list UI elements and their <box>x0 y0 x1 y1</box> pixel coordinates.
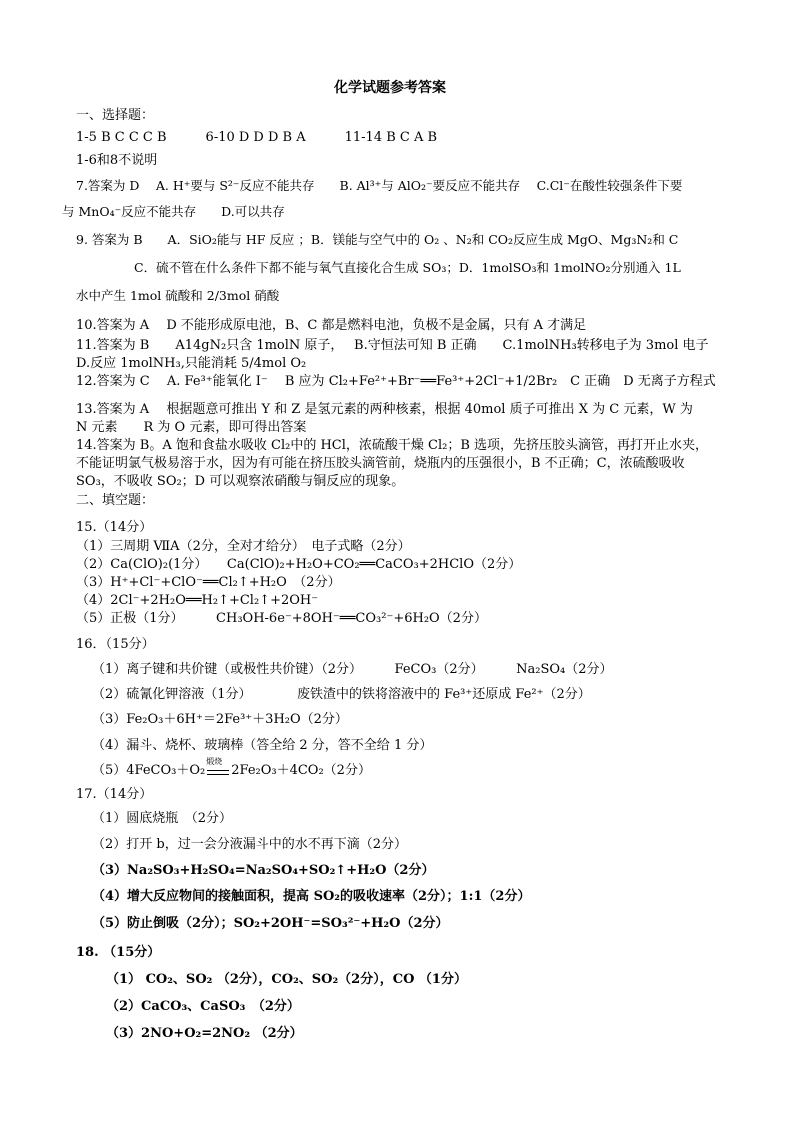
q15-heading: 15.（14分） <box>76 520 153 535</box>
q17-line-4: （4）增大反应物间的接触面积，提高 SO₂的吸收速率（2分）；1:1（2分） <box>92 889 531 904</box>
reaction-condition <box>205 757 231 780</box>
q18-heading: 18. （15分） <box>76 945 161 960</box>
reaction-condition-label: 煅烧 <box>206 757 223 766</box>
q11-line-2: D.反应 1molNH₃,只能消耗 5/4mol O₂ <box>76 356 307 371</box>
q11-line-1: 11.答案为 B A14gN₂只含 1molN 原子， B.守恒法可知 B 正确 C.1molNH₃转移电子为 3mol 电子 <box>76 338 709 353</box>
q16-line-3: （3）Fe₂O₃＋6H⁺＝2Fe³⁺＋3H₂O（2分） <box>92 712 348 727</box>
q9-line-3: 水中产生 1mol 硫酸和 2/3mol 硝酸 <box>76 288 280 303</box>
q17-heading: 17.（14分） <box>76 787 153 802</box>
q16-line-4: （4）漏斗、烧杯、玻璃棒（答全给 2 分，答不全给 1 分） <box>92 738 433 753</box>
q13-line-2: N 元素 R 为 O 元素，即可得出答案 <box>76 420 307 435</box>
choice-answers: 1-5 B C C C B 6-10 D D D B A 11-14 B C A B <box>76 130 438 145</box>
section-heading-choice: 一、选择题： <box>76 108 155 123</box>
section-heading-fill: 二、填空题： <box>76 493 155 508</box>
q15-line-4: （4）2Cl⁻+2H₂O══H₂↑+Cl₂↑+2OH⁻ <box>76 593 319 608</box>
q16-heading: 16．（15分） <box>76 637 155 652</box>
equals-sign <box>207 770 229 775</box>
q13-line-1: 13.答案为 A 根据题意可推出 Y 和 Z 是氢元素的两种核素，根据 40mol 质子可推出 X 为 C 元素，W 为 <box>76 402 693 417</box>
page-title: 化学试题参考答案 <box>334 80 446 96</box>
q15-line-1: （1）三周期 ⅦA（2分，全对才给分） 电子式略（2分） <box>76 539 411 554</box>
q15-line-2: （2）Ca(ClO)₂(1分） Ca(ClO)₂+H₂O+CO₂══CaCO₃+2HClO（2分） <box>76 557 522 572</box>
q16-line-5-right: 2Fe₂O₃＋4CO₂（2分） <box>231 763 371 778</box>
q14-line-3: SO₃，不吸收 SO₂；D 可以观察浓硝酸与铜反应的现象。 <box>76 474 405 489</box>
q17-line-5: （5）防止倒吸（2分）；SO₂+2OH⁻=SO₃²⁻+H₂O（2分） <box>92 916 449 931</box>
q7-line-2: 与 MnO₄⁻反应不能共存 D.可以共存 <box>62 204 285 219</box>
q15-line-3: （3）H⁺+Cl⁻+ClO⁻══Cl₂↑+H₂O （2分） <box>76 575 341 590</box>
q17-line-1: （1）圆底烧瓶 （2分） <box>92 811 233 826</box>
q10-line: 10.答案为 A D 不能形成原电池，B、C 都是燃料电池，负极不是金属，只有 A 才满足 <box>76 318 587 333</box>
q9-line-1: 9. 答案为 B A．SiO₂能与 HF 反应 ；B．镁能与空气中的 O₂ 、N₂和 CO₂反应生成 MgO、Mg₃N₂和 C <box>76 232 679 247</box>
note-line: 1-6和8不说明 <box>76 153 158 168</box>
q7-line-1: 7.答案为 D A. H⁺要与 S²⁻反应不能共存 B. Al³⁺与 AlO₂⁻要反应不能共存 C.Cl⁻在酸性较强条件下要 <box>76 178 683 193</box>
q18-line-2: （2）CaCO₃、CaSO₃ （2分） <box>106 999 300 1014</box>
q14-line-2: 不能证明氯气极易溶于水，因为有可能在挤压胶头滴管前，烧瓶内的压强很小，B 不正确；C，浓硫酸吸收 <box>76 456 685 471</box>
q16-line-2: （2）硫氰化钾溶液（1分） 废铁渣中的铁将溶液中的 Fe³⁺还原成 Fe²⁺（2分） <box>92 687 591 702</box>
q17-line-3: （3）Na₂SO₃+H₂SO₄=Na₂SO₄+SO₂↑+H₂O（2分） <box>92 863 435 878</box>
q12-line: 12.答案为 C A. Fe³⁺能氧化 I⁻ B 应为 Cl₂+Fe²⁺+Br⁻══Fe³⁺+2Cl⁻+1/2Br₂ C 正确 D 无离子方程式 <box>76 374 716 389</box>
q18-line-3: （3）2NO+O₂=2NO₂ （2分） <box>106 1026 303 1041</box>
q16-line-5-left: （5）4FeCO₃＋O₂ <box>92 763 206 778</box>
q15-line-5: （5）正极（1分） CH₃OH-6e⁻+8OH⁻══CO₃²⁻+6H₂O（2分） <box>76 611 487 626</box>
q18-line-1: （1） CO₂、SO₂ （2分），CO₂、SO₂（2分），CO （1分） <box>106 972 467 987</box>
q16-line-5 <box>92 757 371 780</box>
q16-line-1: （1）离子键和共价键（或极性共价键）（2分） FeCO₃（2分） Na₂SO₄（2分） <box>92 662 613 677</box>
q17-line-2: （2）打开 b，过一会分液漏斗中的水不再下滴（2分） <box>92 837 407 852</box>
q9-line-2: C．硫不管在什么条件下都不能与氧气直接化合生成 SO₃；D．1molSO₃和 1molNO₂分别通入 1L <box>134 260 681 275</box>
q14-line-1: 14.答案为 B。A 饱和食盐水吸收 Cl₂中的 HCl，浓硫酸干燥 Cl₂；B 选项，先挤压胶头滴管，再打开止水夹， <box>76 438 709 453</box>
